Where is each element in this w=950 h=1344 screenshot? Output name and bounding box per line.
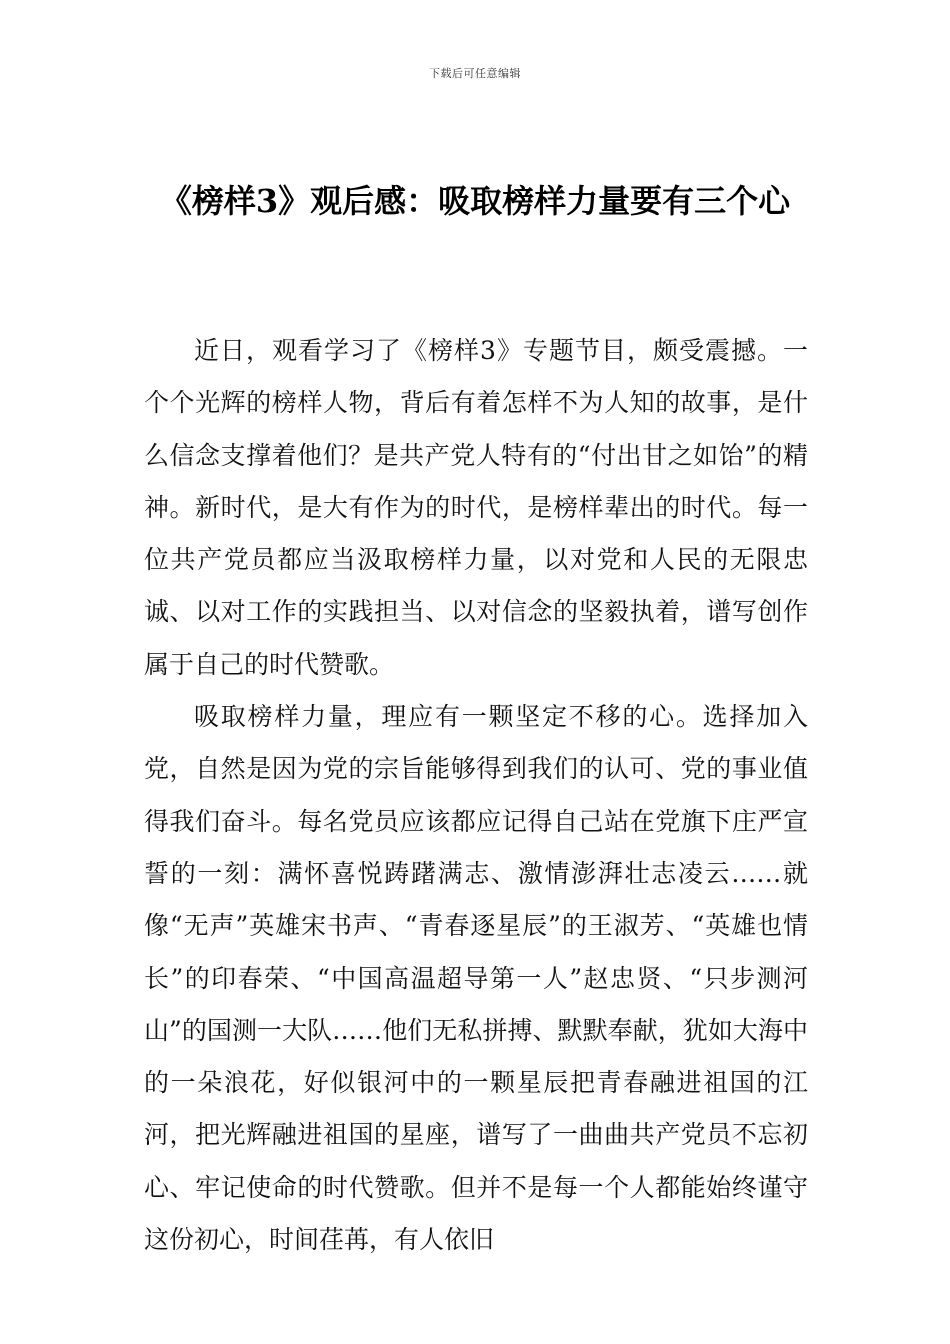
- page-title: 《榜样3》观后感：吸取榜样力量要有三个心: [159, 182, 791, 220]
- document-body: [144, 325, 808, 1266]
- paragraph-2: 吸取榜样力量，理应有一颗坚定不移的心。选择加入党，自然是因为党的宗旨能够得到我们的认可、党的事业值得我们奋斗。每名党员应该都应记得自己站在党旗下庄严宣誓的一刻：满怀喜悦踌躇满志、激情澎湃壮志凌云……就像“无声”英雄宋书声、“青春逐星辰”的王淑芳、“英雄也情长”的印春荣、“中国高温超导第一人”赵忠贤、“只步测河山”的国测一大队……他们无私拼搏、默默奉献，犹如大海中的一朵浪花，好似银河中的一颗星辰把青春融进祖国的江河，把光辉融进祖国的星座，谱写了一曲曲共产党员不忘初心、牢记使命的时代赞歌。但并不是每一个人都能始终谨守这份初心，时间荏苒，有人依旧: [144, 702, 808, 1255]
- header-note: 下载后可任意编辑: [429, 67, 521, 80]
- paragraph-1: 近日，观看学习了《榜样3》专题节目，颇受震撼。一个个光辉的榜样人物，背后有着怎样不为人知的故事，是什么信念支撑着他们？是共产党人特有的“付出甘之如饴”的精神。新时代，是大有作为的时代，是榜样辈出的时代。每一位共产党员都应当汲取榜样力量，以对党和人民的无限忠诚、以对工作的实践担当、以对信念的坚毅执着，谱写创作属于自己的时代赞歌。: [144, 336, 808, 679]
